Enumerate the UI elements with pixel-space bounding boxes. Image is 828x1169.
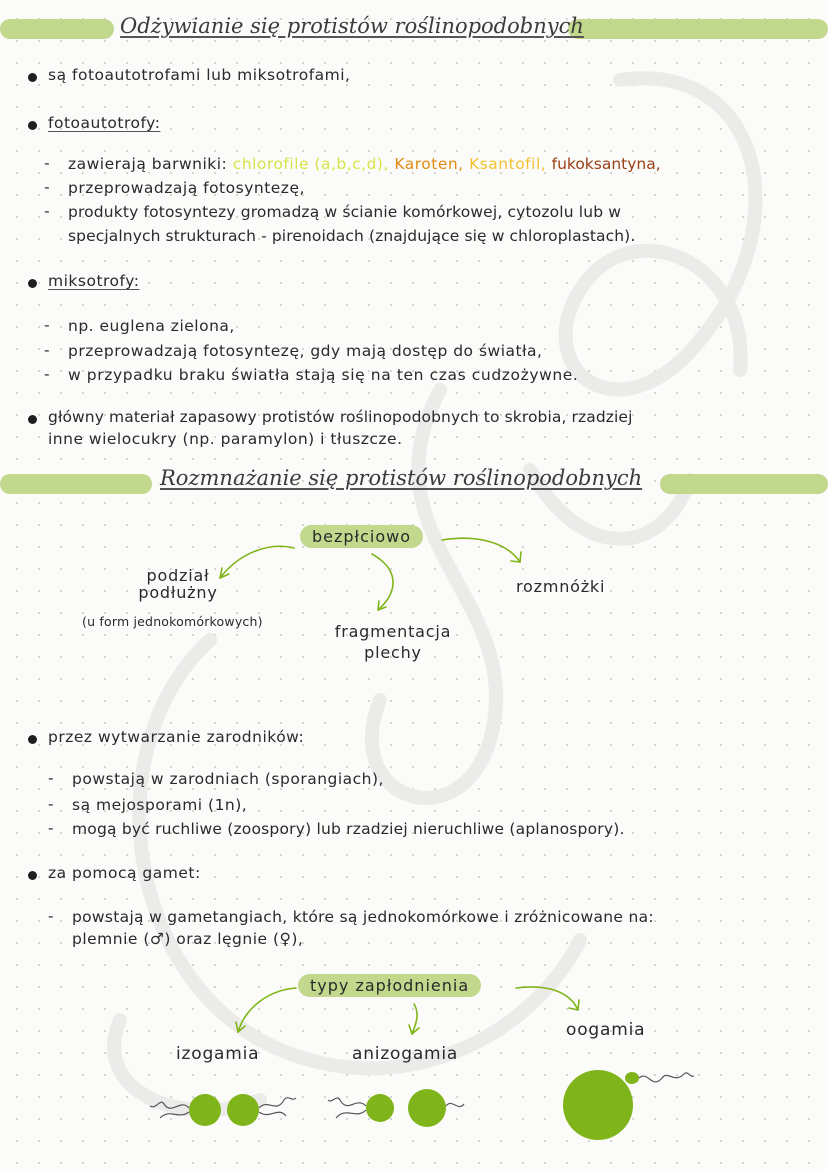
meiospores-line: - są mejosporami (1n), <box>72 796 247 814</box>
isogamy-label: izogamia <box>176 1044 260 1064</box>
arrow-to-isogamy <box>238 988 296 1032</box>
gametangia-line-1: - powstają w gametangiach, które są jednokomórkowe i zróżnicowane na: <box>72 908 654 926</box>
anisogamy-label: anizogamia <box>352 1044 459 1064</box>
zoospores-line: - mogą być ruchliwe (zoospory) lub rzadziej nieruchliwe (aplanospory). <box>72 820 625 838</box>
mixotroph-darkness-line: - w przypadku braku światła stają się na ten czas cudzożywne. <box>68 366 578 384</box>
bullet-gametes: za pomocą gamet: <box>48 864 201 882</box>
storage-material-line-2: inne wielocukry (np. paramylon) i tłuszcze. <box>48 430 403 448</box>
section-title-nutrition: Odżywianie się protistów roślinopodobnych <box>120 14 584 38</box>
branch-fragmentation-word: fragmentacja <box>334 622 452 641</box>
asexual-label: bezpłciowo <box>300 525 423 548</box>
arrow-to-oogamy <box>516 987 578 1010</box>
anisogamy-gametes <box>328 1089 464 1127</box>
photosynthesis-line: - przeprowadzają fotosyntezę, <box>68 179 305 197</box>
bullet-photoautotrophs-or-mixotrophs: są fotoautotrofami lub miksotrofami, <box>48 66 351 84</box>
gametangia-line-2: plemnie (♂) oraz lęgnie (♀), <box>72 930 304 948</box>
arrow-to-propagules <box>442 538 520 562</box>
unicellular-note: (u form jednokomórkowych) <box>82 614 263 629</box>
branch-thallus-word: plechy <box>364 643 422 662</box>
branch-division-word: podział <box>146 566 210 585</box>
storage-material-line-1: główny materiał zapasowy protistów roślinopodobnych to skrobia, rzadziej <box>48 408 633 426</box>
oogamy-gametes <box>563 1070 694 1140</box>
arrow-to-fragmentation <box>372 554 393 610</box>
pigment-chlorophyll: chlorofile (a,b,c,d), <box>232 155 389 173</box>
pigment-xanthophyll: Ksantofil, <box>469 155 547 173</box>
isogamy-gametes <box>150 1094 296 1126</box>
bullet-photoautotrophs: fotoautotrofy: <box>48 114 161 132</box>
pigments-prefix: zawierają barwniki: <box>68 155 228 173</box>
products-line-2: specjalnych strukturach - pirenoidach (znajdujące się w chloroplastach). <box>68 227 636 245</box>
euglena-line: - np. euglena zielona, <box>68 317 235 335</box>
sporangia-line: - powstają w zarodniach (sporangiach), <box>72 770 384 788</box>
mixotroph-photosynthesis-line: - przeprowadzają fotosyntezę, gdy mają dostęp do światła, <box>68 342 542 360</box>
fertilization-types-label: typy zapłodnienia <box>298 974 481 997</box>
bullet-mixotrophs: miksotrofy: <box>48 272 140 290</box>
section-title-reproduction: Rozmnażanie się protistów roślinopodobnych <box>160 466 643 490</box>
propagules-label: rozmnóżki <box>516 577 606 596</box>
pigment-carotene: Karoten, <box>394 155 464 173</box>
products-line-1: - produkty fotosyntezy gromadzą w ścianie komórkowej, cytozolu lub w <box>68 203 621 221</box>
arrow-to-division <box>220 546 294 578</box>
oogamy-label: oogamia <box>566 1020 646 1040</box>
branch-longitudinal-word: podłużny <box>138 583 218 602</box>
bullet-spores: przez wytwarzanie zarodników: <box>48 728 305 746</box>
pigment-fucoxanthin: fukoksantyna, <box>551 155 661 173</box>
